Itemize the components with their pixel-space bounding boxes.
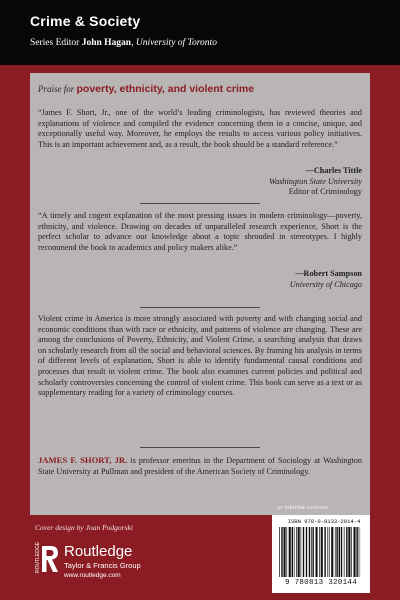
divider-rule	[140, 447, 260, 448]
barcode-bar	[329, 527, 330, 577]
series-header	[0, 0, 400, 65]
series-editor-prefix: Series Editor	[30, 38, 80, 48]
barcode-bar	[341, 527, 342, 577]
barcode-bar	[296, 527, 297, 577]
barcode-bar	[354, 527, 356, 577]
barcode-bar	[301, 527, 302, 577]
series-editor-name: John Hagan	[81, 38, 132, 48]
attribution-name: —Robert Sampson	[295, 269, 362, 278]
barcode-bar	[339, 527, 340, 577]
barcode-bar	[336, 527, 337, 577]
barcode-bar	[292, 527, 293, 577]
isbn-text: ISBN 978-0-8133-2014-4	[287, 518, 361, 525]
barcode-bar	[316, 527, 318, 577]
informa-brand: informa	[284, 505, 305, 511]
back-cover-panel	[30, 73, 370, 515]
publisher-website: www.routledge.com	[64, 572, 121, 579]
praise-book-title: poverty, ethnicity, and violent crime	[76, 83, 255, 95]
divider-rule	[140, 203, 260, 204]
barcode-bar	[319, 527, 320, 577]
barcode-bar	[306, 527, 307, 577]
author-bio-text: is professor emeritus in the Department of Sociology at Washington State University at Pullman and president of the American Society of Criminology.	[38, 456, 362, 476]
barcode-bar	[327, 527, 328, 577]
attribution-affiliation: Washington State University	[269, 176, 362, 186]
publisher-name: Routledge	[64, 543, 133, 560]
barcode-bar	[286, 527, 287, 577]
praise-prefix: Praise for	[38, 84, 75, 94]
routledge-logo-icon	[40, 545, 60, 573]
routledge-logo-side-text: ROUTLEDGE	[35, 541, 41, 573]
barcode-bar	[284, 527, 286, 577]
informa-suffix: business	[306, 505, 329, 511]
attribution-role: Editor of Criminology	[288, 187, 362, 197]
barcode-bar	[356, 527, 357, 577]
series-title: Crime & Society	[30, 13, 141, 29]
author-bio	[38, 455, 362, 477]
informa-business-tag	[277, 505, 328, 511]
barcode-bar	[331, 527, 333, 577]
barcode-bar	[321, 527, 323, 577]
barcode-bar	[359, 527, 360, 577]
attribution-sampson	[182, 269, 362, 290]
barcode-number: 9 780813 320144	[284, 579, 357, 587]
quote-sampson: “A timely and cogent explanation of the most pressing issues in modern criminology—poverty, ethnicity, and violence. Drawing on decades of unparalleled research experience, Short is the perfect scholar to advance our knowledge about a topic shrouded in stereotypes. I highly recommend the book to academics and policy makers alike.”	[38, 211, 362, 252]
barcode-bar	[294, 527, 295, 577]
barcode-bar	[344, 527, 345, 577]
barcode-bar	[281, 527, 282, 577]
barcode-bar	[309, 527, 310, 577]
attribution-tittle	[182, 166, 362, 198]
barcode-bar	[324, 527, 325, 577]
barcode-bar	[303, 527, 304, 577]
attribution-name: —Charles Tittle	[305, 166, 362, 175]
cover-design-credit: Cover design by Joan Podgorski	[35, 523, 133, 532]
attribution-affiliation: University of Chicago	[289, 279, 362, 289]
barcode-bar	[289, 527, 291, 577]
series-editor-line: Series Editor John Hagan, University of Toronto	[30, 38, 217, 48]
barcode-bars	[278, 527, 362, 577]
barcode-bar	[298, 527, 300, 577]
author-name: JAMES F. SHORT, JR.	[38, 455, 128, 465]
series-editor-affiliation: University of Toronto	[135, 38, 217, 48]
barcode-bar	[346, 527, 347, 577]
barcode-bar	[279, 527, 280, 577]
divider-rule	[140, 307, 260, 308]
praise-heading	[38, 83, 254, 95]
barcode-bar	[348, 527, 350, 577]
quote-tittle: “James F. Short, Jr., one of the world’s leading criminologists, has reviewed theories and explanations of violence and compiled the evidence concerning them in a concise, unique, and exceptionally useful way. Moreover, he employs the results to access various policy initiatives. This is an important achievement and, as a result, the book should be a standard reference.”	[38, 108, 362, 149]
informa-prefix: an	[277, 505, 284, 511]
barcode-bar	[351, 527, 352, 577]
book-description: Violent crime in America is more strongly associated with poverty and with changing social and economic conditions than with race or ethnicity, and patterns of violence are changing. These are among the conclusions of Poverty, Ethnicity, and Violent Crime, a searching analysis that draws on scholarly research from all the social and behavioral sciences. By framing his analysis in terms of different levels of explanation, Short is able to identify fundamental causal conditions and processes that result in violent crime. The book also examines current policies and political and scholarly controversies concerning the control of violent crime. This book can serve as a text or as supplementary reading for a variety of criminology courses.	[38, 314, 362, 398]
barcode-bar	[313, 527, 314, 577]
barcode-bar	[335, 527, 336, 577]
barcode-bar	[311, 527, 312, 577]
publisher-group: Taylor & Francis Group	[64, 561, 141, 570]
